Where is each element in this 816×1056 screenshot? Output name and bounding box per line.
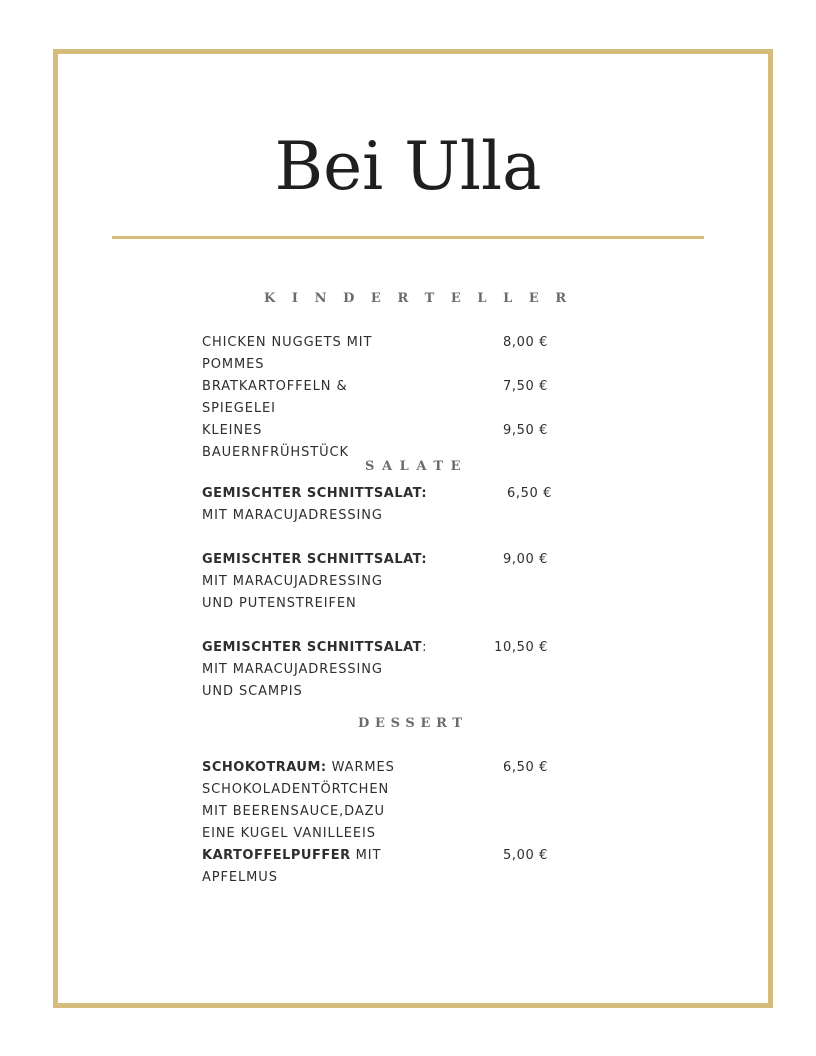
section-heading-salate: SALATE xyxy=(365,459,469,474)
item-name: GEMISCHTER SCHNITTSALAT xyxy=(202,640,423,655)
item-line: UND PUTENSTREIFEN xyxy=(202,596,357,611)
item-line: BRATKARTOFFELN & xyxy=(202,379,348,394)
menu-item xyxy=(202,637,427,703)
item-price: 7,50 € xyxy=(503,379,548,394)
item-line: MIT MARACUJADRESSING xyxy=(202,662,383,677)
item-line: MIT xyxy=(350,848,382,863)
section-heading-dessert: DESSERT xyxy=(358,716,468,731)
menu-item xyxy=(202,420,349,464)
item-line: APFELMUS xyxy=(202,870,278,885)
menu-item xyxy=(202,549,427,615)
item-name: GEMISCHTER SCHNITTSALAT: xyxy=(202,486,428,501)
menu-item xyxy=(202,845,381,889)
section-heading-kinderteller: KINDERTELLER xyxy=(264,291,583,306)
item-line: MIT BEERENSAUCE,DAZU xyxy=(202,804,385,819)
item-line: POMMES xyxy=(202,357,265,372)
item-line: MIT MARACUJADRESSING xyxy=(202,574,383,589)
menu-item xyxy=(202,757,395,845)
item-line: EINE KUGEL VANILLEEIS xyxy=(202,826,376,841)
restaurant-title: Bei Ulla xyxy=(274,128,542,205)
item-line: UND SCAMPIS xyxy=(202,684,303,699)
item-price: 8,00 € xyxy=(503,335,548,350)
menu-item xyxy=(202,332,372,376)
title-divider xyxy=(112,236,704,239)
item-name-suffix: : xyxy=(422,640,428,655)
item-line: WARMES xyxy=(326,760,395,775)
item-name: KARTOFFELPUFFER xyxy=(202,848,351,863)
item-price: 5,00 € xyxy=(503,848,548,863)
item-price: 9,50 € xyxy=(503,423,548,438)
item-line: CHICKEN NUGGETS MIT xyxy=(202,335,373,350)
item-price: 10,50 € xyxy=(494,640,548,655)
item-line: KLEINES xyxy=(202,423,263,438)
menu-item xyxy=(202,376,348,420)
item-line: SCHOKOLADENTÖRTCHEN xyxy=(202,782,390,797)
menu-item xyxy=(202,483,427,527)
item-price: 6,50 € xyxy=(503,760,548,775)
item-line: BAUERNFRÜHSTÜCK xyxy=(202,445,349,460)
item-name: SCHOKOTRAUM: xyxy=(202,760,327,775)
item-price: 6,50 € xyxy=(507,486,552,501)
item-price: 9,00 € xyxy=(503,552,548,567)
item-line: SPIEGELEI xyxy=(202,401,276,416)
item-name: GEMISCHTER SCHNITTSALAT: xyxy=(202,552,428,567)
item-line: MIT MARACUJADRESSING xyxy=(202,508,383,523)
